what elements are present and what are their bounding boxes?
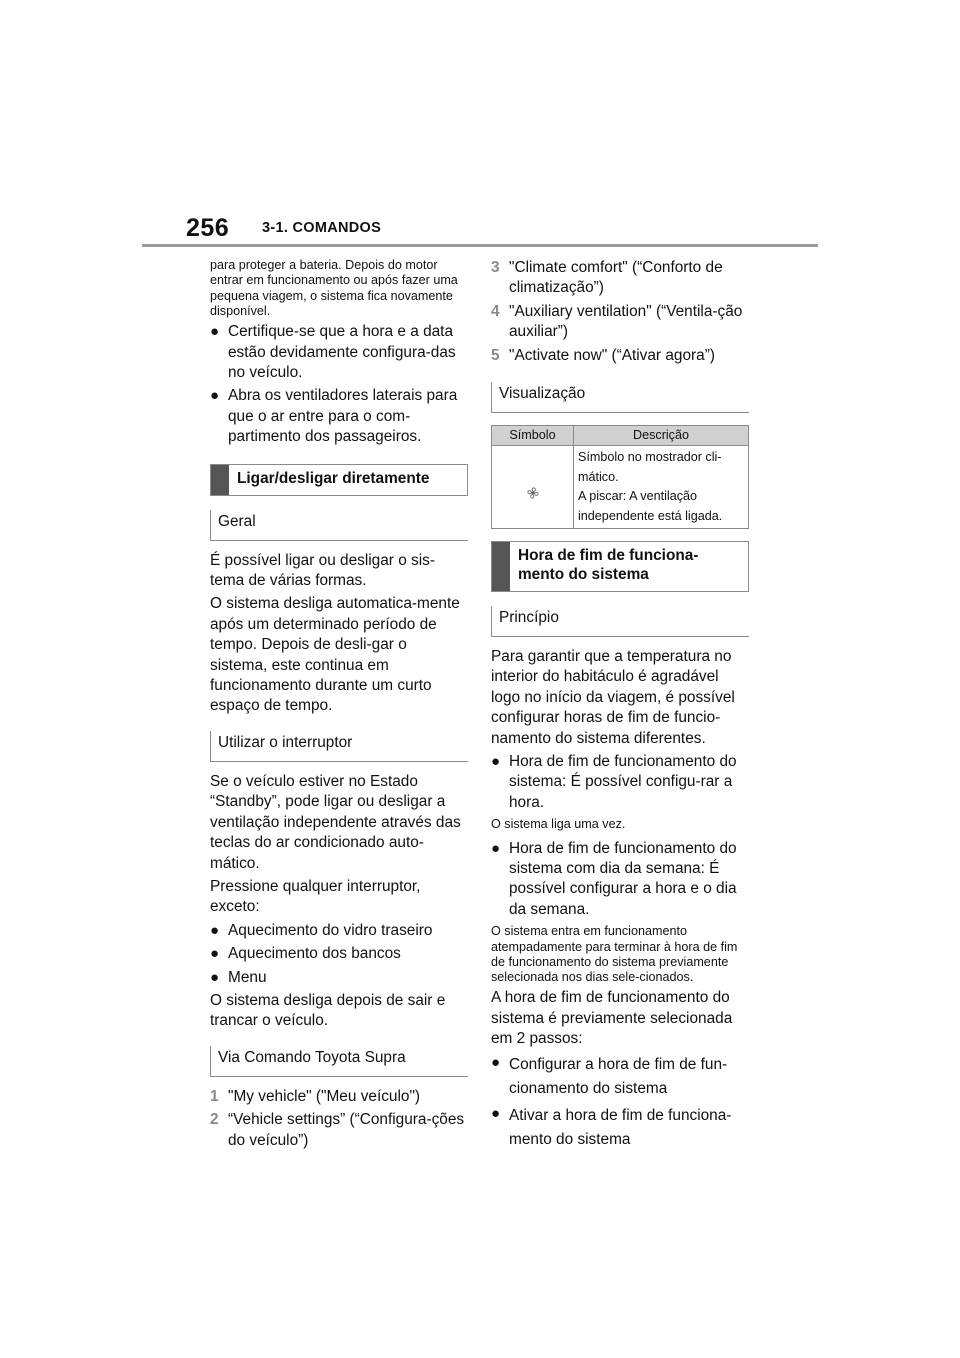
bullet-text: Hora de fim de funcionamento do sistema com dia da semana: É possível configurar a hora e o dia da semana.: [509, 839, 737, 918]
bullet-text: Ativar a hora de fim de funciona-mento do sistema: [509, 1106, 732, 1148]
bullet-icon: ●: [210, 921, 220, 939]
paragraph: O sistema desliga depois de sair e trancar o veículo.: [210, 991, 446, 1030]
table-row: [492, 446, 749, 529]
subheading-geral: [210, 510, 468, 541]
step-number: 5: [491, 346, 500, 364]
step-text: “Vehicle settings” (“Configura-ções do veículo”): [228, 1111, 465, 1149]
description-cell: [574, 446, 749, 529]
section-heading-hora-fim: [491, 541, 749, 592]
bullet-text: Certifique-se que a hora e a data estão devidamente configura-das no veículo.: [228, 323, 456, 381]
right-column: [491, 258, 749, 1152]
bullet-icon: ●: [491, 1053, 501, 1071]
bullet-text: Aquecimento dos bancos: [228, 945, 401, 963]
step-item: [210, 1087, 468, 1107]
heading-bar: [211, 465, 229, 495]
subheading-visualizacao: [491, 382, 749, 413]
section-heading-ligar: [210, 464, 468, 496]
step-item: [491, 258, 749, 299]
bullet-text: Aquecimento do vidro traseiro: [228, 921, 433, 939]
bullet-icon: ●: [210, 323, 220, 341]
table-header-symbol: Símbolo: [492, 426, 574, 446]
list-item: [210, 386, 468, 447]
step-number: 3: [491, 259, 500, 276]
bullet-text: Configurar a hora de fim de fun-cionamento do sistema: [509, 1055, 728, 1097]
subheading-interruptor: [210, 731, 468, 762]
symbol-table: [491, 425, 749, 529]
paragraph: A hora de fim de funcionamento do sistema é previamente selecionada em 2 passos:: [491, 989, 733, 1048]
table-header-description: Descrição: [574, 426, 749, 446]
step-item: [210, 1110, 468, 1151]
paragraph: O sistema desliga automatica-mente após um determinado período de tempo. Depois de desli-gar o sistema, este continua em funcionamento durante um curto espaço de tempo.: [210, 595, 460, 715]
step-text: "My vehicle" ("Meu veículo"): [228, 1087, 421, 1105]
fan-icon: [526, 486, 540, 507]
step-number: 2: [210, 1111, 219, 1129]
step-item: [491, 302, 749, 343]
paragraph: Para garantir que a temperatura no interior do habitáculo é agradável logo no início da viagem, é possível configurar horas de fim de funcio-namento do sistema diferentes.: [491, 648, 735, 747]
subheading-comando: [210, 1046, 468, 1077]
intro-text: para proteger a bateria. Depois do motor entrar em funcionamento ou após fazer uma pequena viagem, o sistema fica novamente disponível.: [210, 258, 458, 318]
paragraph: Se o veículo estiver no Estado “Standby”, pode ligar ou desligar a ventilação independente através das teclas do ar condicionado auto-mático.: [210, 772, 461, 872]
list-item: [491, 1104, 749, 1152]
note-text: O sistema liga uma vez.: [491, 817, 626, 832]
bullet-icon: ●: [210, 968, 220, 986]
heading-text: Hora de fim de funciona-mento do sistema: [518, 547, 699, 584]
bullet-text: Abra os ventiladores laterais para que o ar entre para o com-partimento dos passageiros.: [228, 387, 458, 446]
list-item: [491, 752, 749, 813]
paragraph: Pressione qualquer interruptor, exceto:: [210, 877, 421, 916]
list-item: [210, 921, 468, 941]
step-item: [491, 346, 749, 366]
subheading-text: Via Comando Toyota Supra: [218, 1048, 406, 1066]
bullet-text: Hora de fim de funcionamento do sistema: É possível configu-rar a hora.: [509, 753, 737, 811]
step-text: "Auxiliary ventilation" (“Ventila-ção auxiliar”): [509, 302, 743, 341]
step-number: 1: [210, 1087, 219, 1105]
header-divider: [142, 244, 818, 247]
bullet-icon: ●: [491, 839, 501, 857]
list-item: [210, 944, 468, 964]
section-title: 3-1. COMANDOS: [262, 220, 382, 236]
table-header-row: [492, 426, 749, 446]
list-item: [210, 322, 468, 383]
page-number: 256: [186, 214, 230, 242]
list-item: [491, 839, 749, 921]
heading-text: Ligar/desligar diretamente: [237, 469, 430, 487]
note-text: O sistema entra em funcionamento atempadamente para terminar à hora de fim de funcionamento do sistema previamente selecionada nos dias sele-cionados.: [491, 924, 738, 985]
bullet-icon: ●: [210, 387, 220, 405]
heading-bar: [492, 542, 510, 591]
subheading-text: Visualização: [499, 385, 586, 403]
subheading-text: Utilizar o interruptor: [218, 733, 353, 751]
step-text: "Activate now" (“Ativar agora”): [509, 346, 715, 364]
subheading-principio: [491, 606, 749, 637]
description-line: A piscar: A ventilação independente está ligada.: [578, 489, 723, 523]
bullet-icon: ●: [491, 753, 501, 771]
left-column: [210, 258, 468, 1151]
bullet-text: Menu: [228, 968, 267, 986]
list-item: [210, 968, 468, 988]
symbol-cell: [492, 446, 574, 529]
bullet-icon: ●: [491, 1104, 501, 1122]
step-text: "Climate comfort" (“Conforto de climatização”): [509, 259, 723, 297]
step-number: 4: [491, 302, 500, 320]
description-line: Símbolo no mostrador cli-mático.: [578, 450, 722, 484]
subheading-text: Princípio: [499, 609, 559, 627]
subheading-text: Geral: [218, 512, 256, 530]
bullet-icon: ●: [210, 945, 220, 963]
paragraph: É possível ligar ou desligar o sis-tema de várias formas.: [210, 551, 435, 590]
list-item: [491, 1053, 749, 1101]
